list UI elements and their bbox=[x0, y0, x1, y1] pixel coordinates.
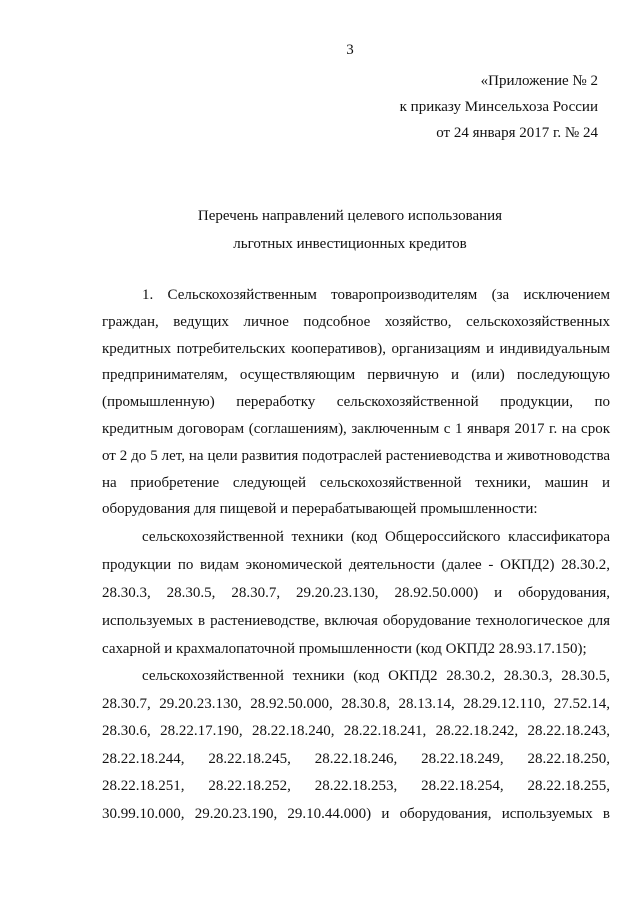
title-line-2: льготных инвестиционных кредитов bbox=[233, 236, 467, 252]
appendix-line-2: к приказу Минсельхоза России bbox=[399, 99, 598, 115]
paragraph-2: сельскохозяйственной техники (код Общероссийского классификатора продукции по видам экономической деятельности (далее - ОКПД2) 28.30.2, 28.30.3, 28.30.5, 28.30.7, 29.20.23.130, 28.92.50.000) и оборудования, используемых в растениеводстве, включая оборудование технологическое для сахарной и крахмалопаточной промышленности (код ОКПД2 28.93.17.150); bbox=[102, 529, 610, 658]
document-title bbox=[0, 202, 640, 258]
appendix-line-1: «Приложение № 2 bbox=[480, 73, 598, 89]
appendix-line-3: от 24 января 2017 г. № 24 bbox=[436, 125, 598, 141]
appendix-header bbox=[400, 68, 598, 146]
paragraph-3: сельскохозяйственной техники (код ОКПД2 28.30.2, 28.30.3, 28.30.5, 28.30.7, 29.20.23.130, 28.92.50.000, 28.30.8, 28.13.14, 28.29.12.110, 27.52.14, 28.30.6, 28.22.17.190, 28.22.18.240, 28.22.18.241, 28.22.18.242, 28.22.18.243, 28.22.18.244, 28.22.18.245, 28.22.18.246, 28.22.18.249, 28.22.18.250, 28.22.18.251, 28.22.18.252, 28.22.18.253, 28.22.18.254, 28.22.18.255, 30.99.10.000, 29.20.23.190, 29.10.44.000) и оборудования, используемых в bbox=[102, 668, 610, 822]
paragraph-1: 1. Сельскохозяйственным товаропроизводителям (за исключением граждан, ведущих личное подсобное хозяйство, сельскохозяйственных кредитных потребительских кооперативов), организациям и индивидуальным предпринимателям, осуществляющим первичную и (или) последующую (промышленную) переработку сельскохозяйственной продукции, по кредитным договорам (соглашениям), заключенным с 1 января 2017 г. на срок от 2 до 5 лет, на цели развития подотраслей растениеводства и животноводства на приобретение следующей сельскохозяйственной техники, машин и оборудования для пищевой и перерабатывающей промышленности: bbox=[102, 287, 610, 518]
title-line-1: Перечень направлений целевого использования bbox=[197, 208, 503, 224]
document-body bbox=[102, 282, 610, 828]
page-number: 3 bbox=[346, 42, 354, 58]
